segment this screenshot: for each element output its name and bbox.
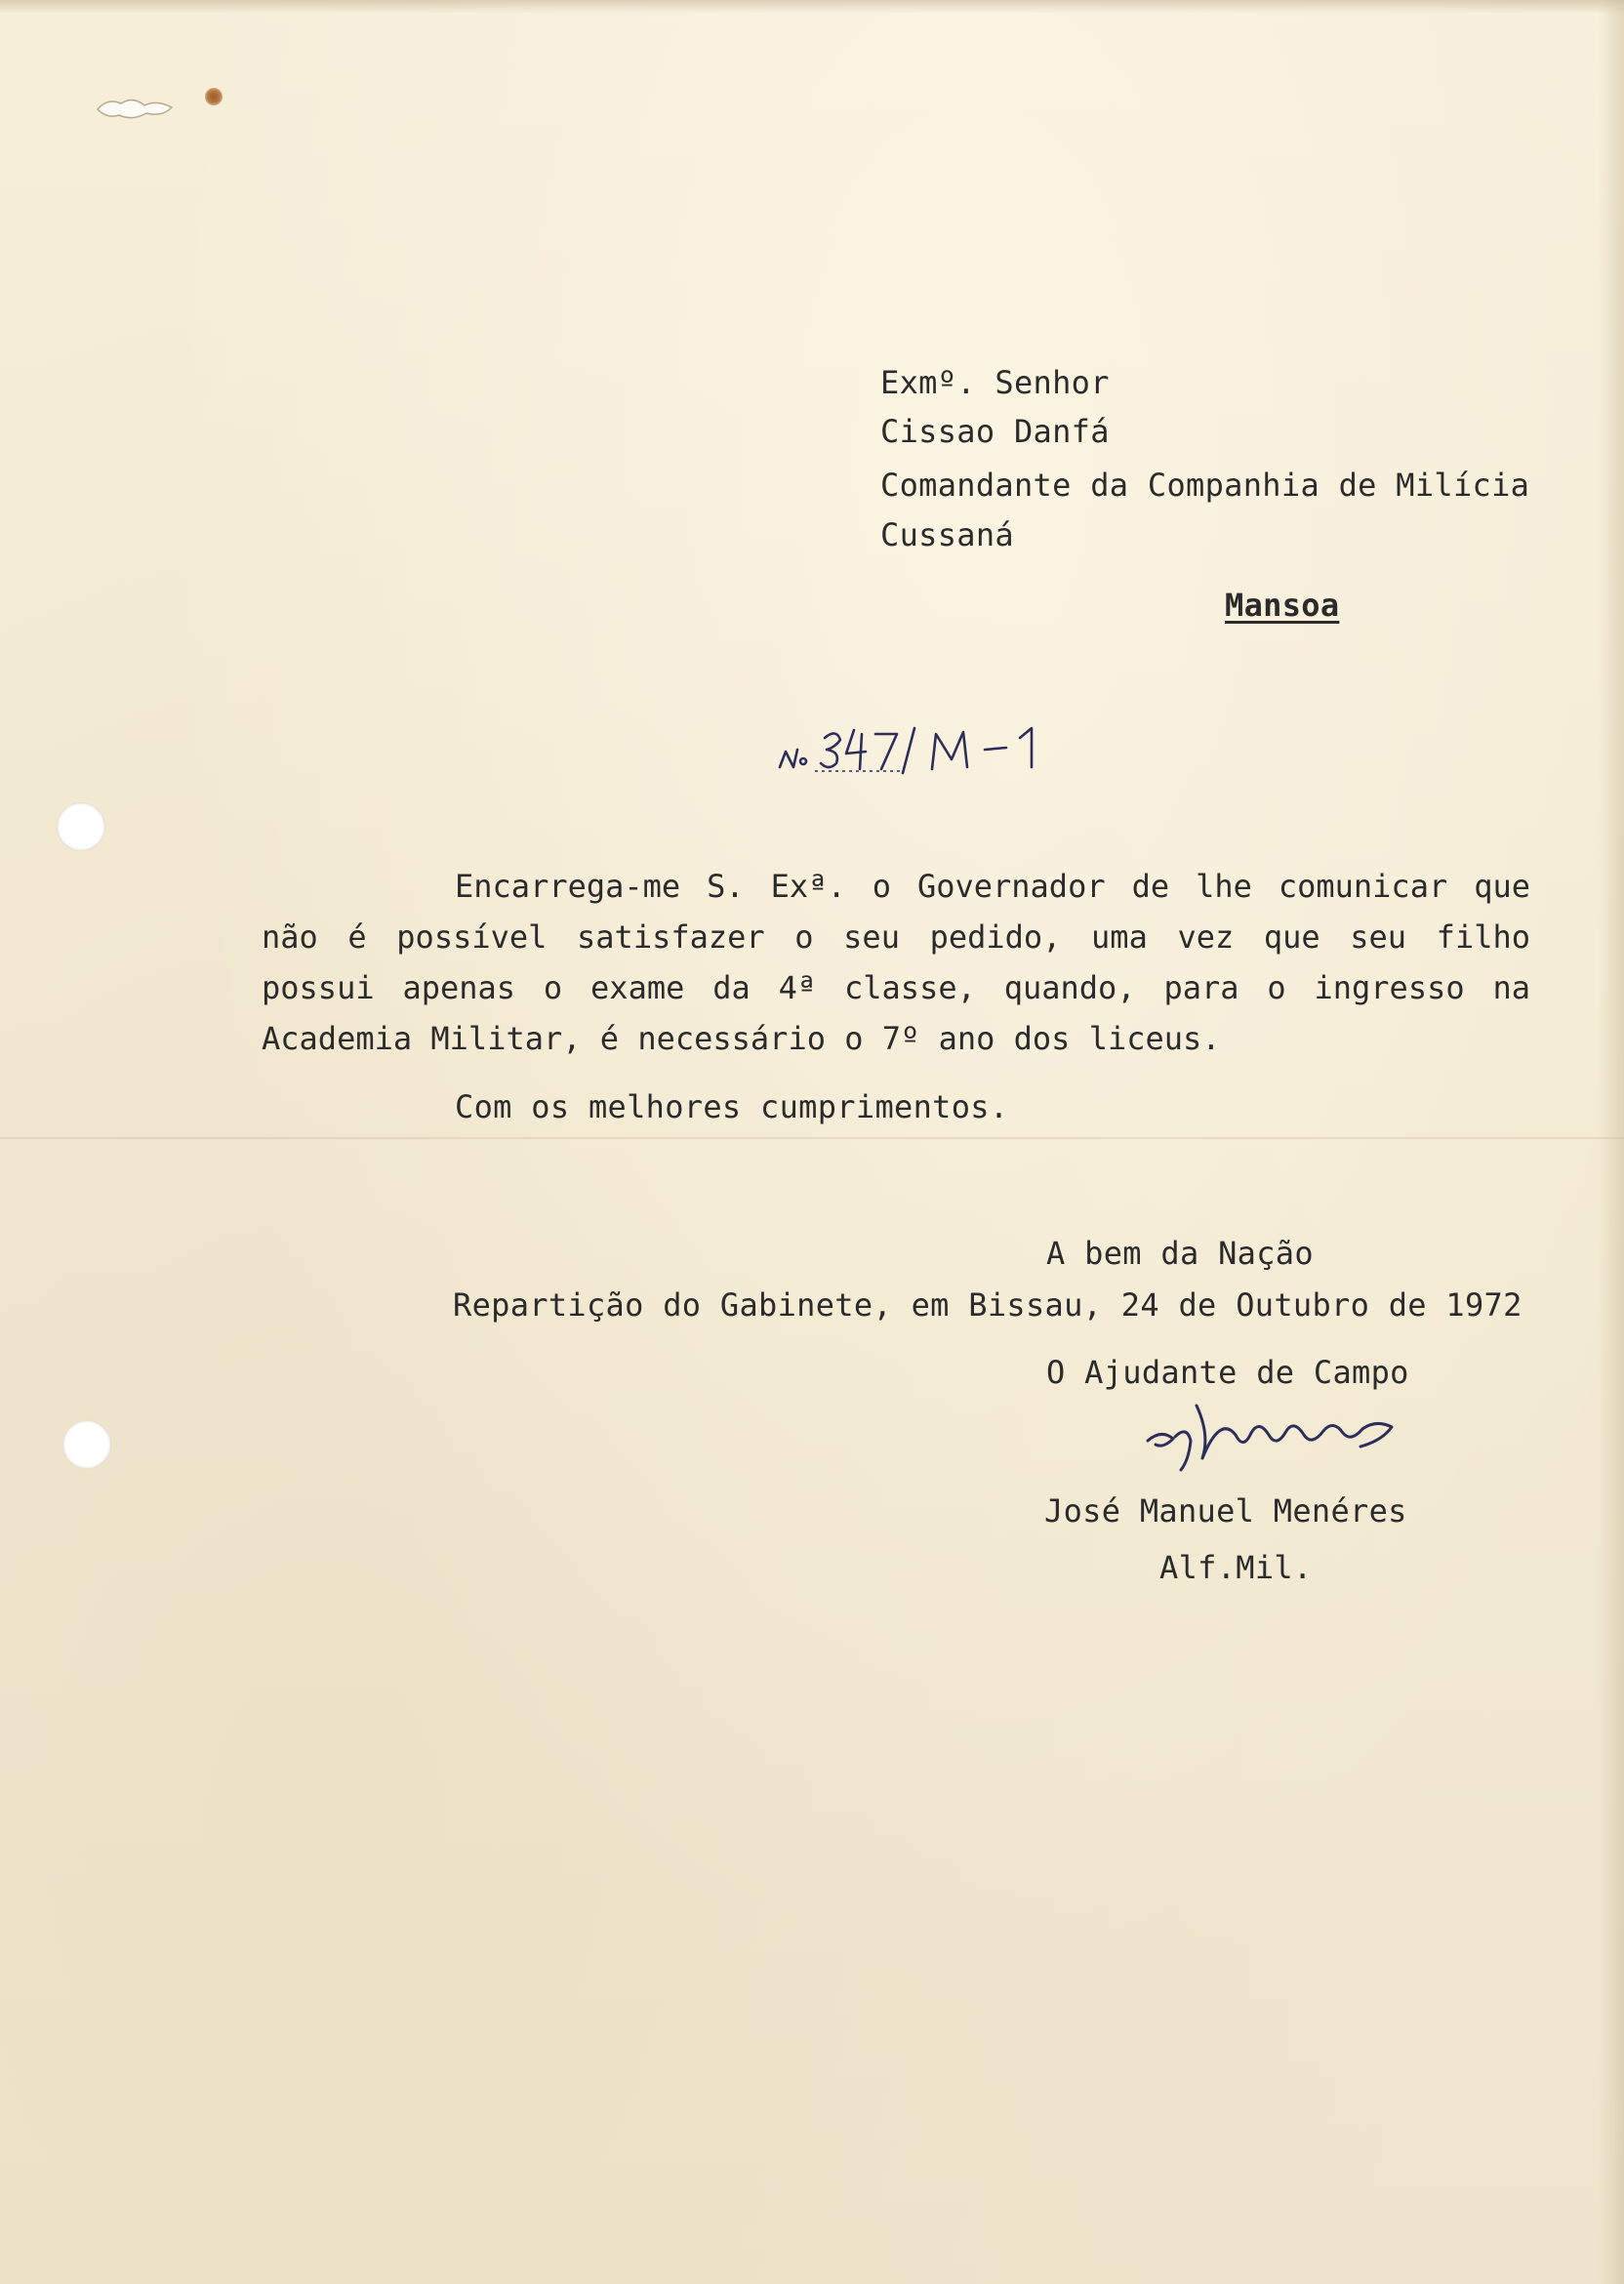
signer-role: O Ajudante de Campo xyxy=(1046,1354,1409,1391)
addressee-location: Mansoa xyxy=(1225,587,1340,624)
punch-hole-bottom xyxy=(62,1420,111,1469)
handwritten-signature xyxy=(1142,1386,1405,1474)
fold-line xyxy=(0,1137,1624,1139)
paper-tear-mark xyxy=(94,92,182,125)
handwritten-reference-number xyxy=(776,720,1049,779)
place-and-date: Repartição do Gabinete, em Bissau, 24 de Outubro de 1972 xyxy=(453,1286,1522,1324)
paper-top-edge xyxy=(0,0,1624,14)
signer-name: José Manuel Menéres xyxy=(1044,1492,1407,1529)
addressee-name: Cissao Danfá xyxy=(880,413,1110,450)
addressee-salutation: Exmº. Senhor xyxy=(880,364,1110,401)
addressee-title: Comandante da Companhia de Milícia xyxy=(880,467,1530,504)
punch-hole-top xyxy=(57,802,105,851)
paper-right-edge xyxy=(1599,0,1624,2284)
letter-closing: Com os melhores cumprimentos. xyxy=(455,1088,1009,1125)
signer-rank: Alf.Mil. xyxy=(1159,1549,1313,1586)
letter-body-paragraph: Encarrega-me S. Exª. o Governador de lhe comunicar que não é possível satisfazer o seu pedido, uma vez que seu filho possui apenas o exame da 4ª classe, quando, para o ingresso na Academia Militar, é necessário o 7º ano dos liceus. xyxy=(262,868,1530,1057)
addressee-place: Cussaná xyxy=(880,516,1014,553)
motto: A bem da Nação xyxy=(1046,1235,1314,1272)
rust-spot xyxy=(205,88,223,105)
